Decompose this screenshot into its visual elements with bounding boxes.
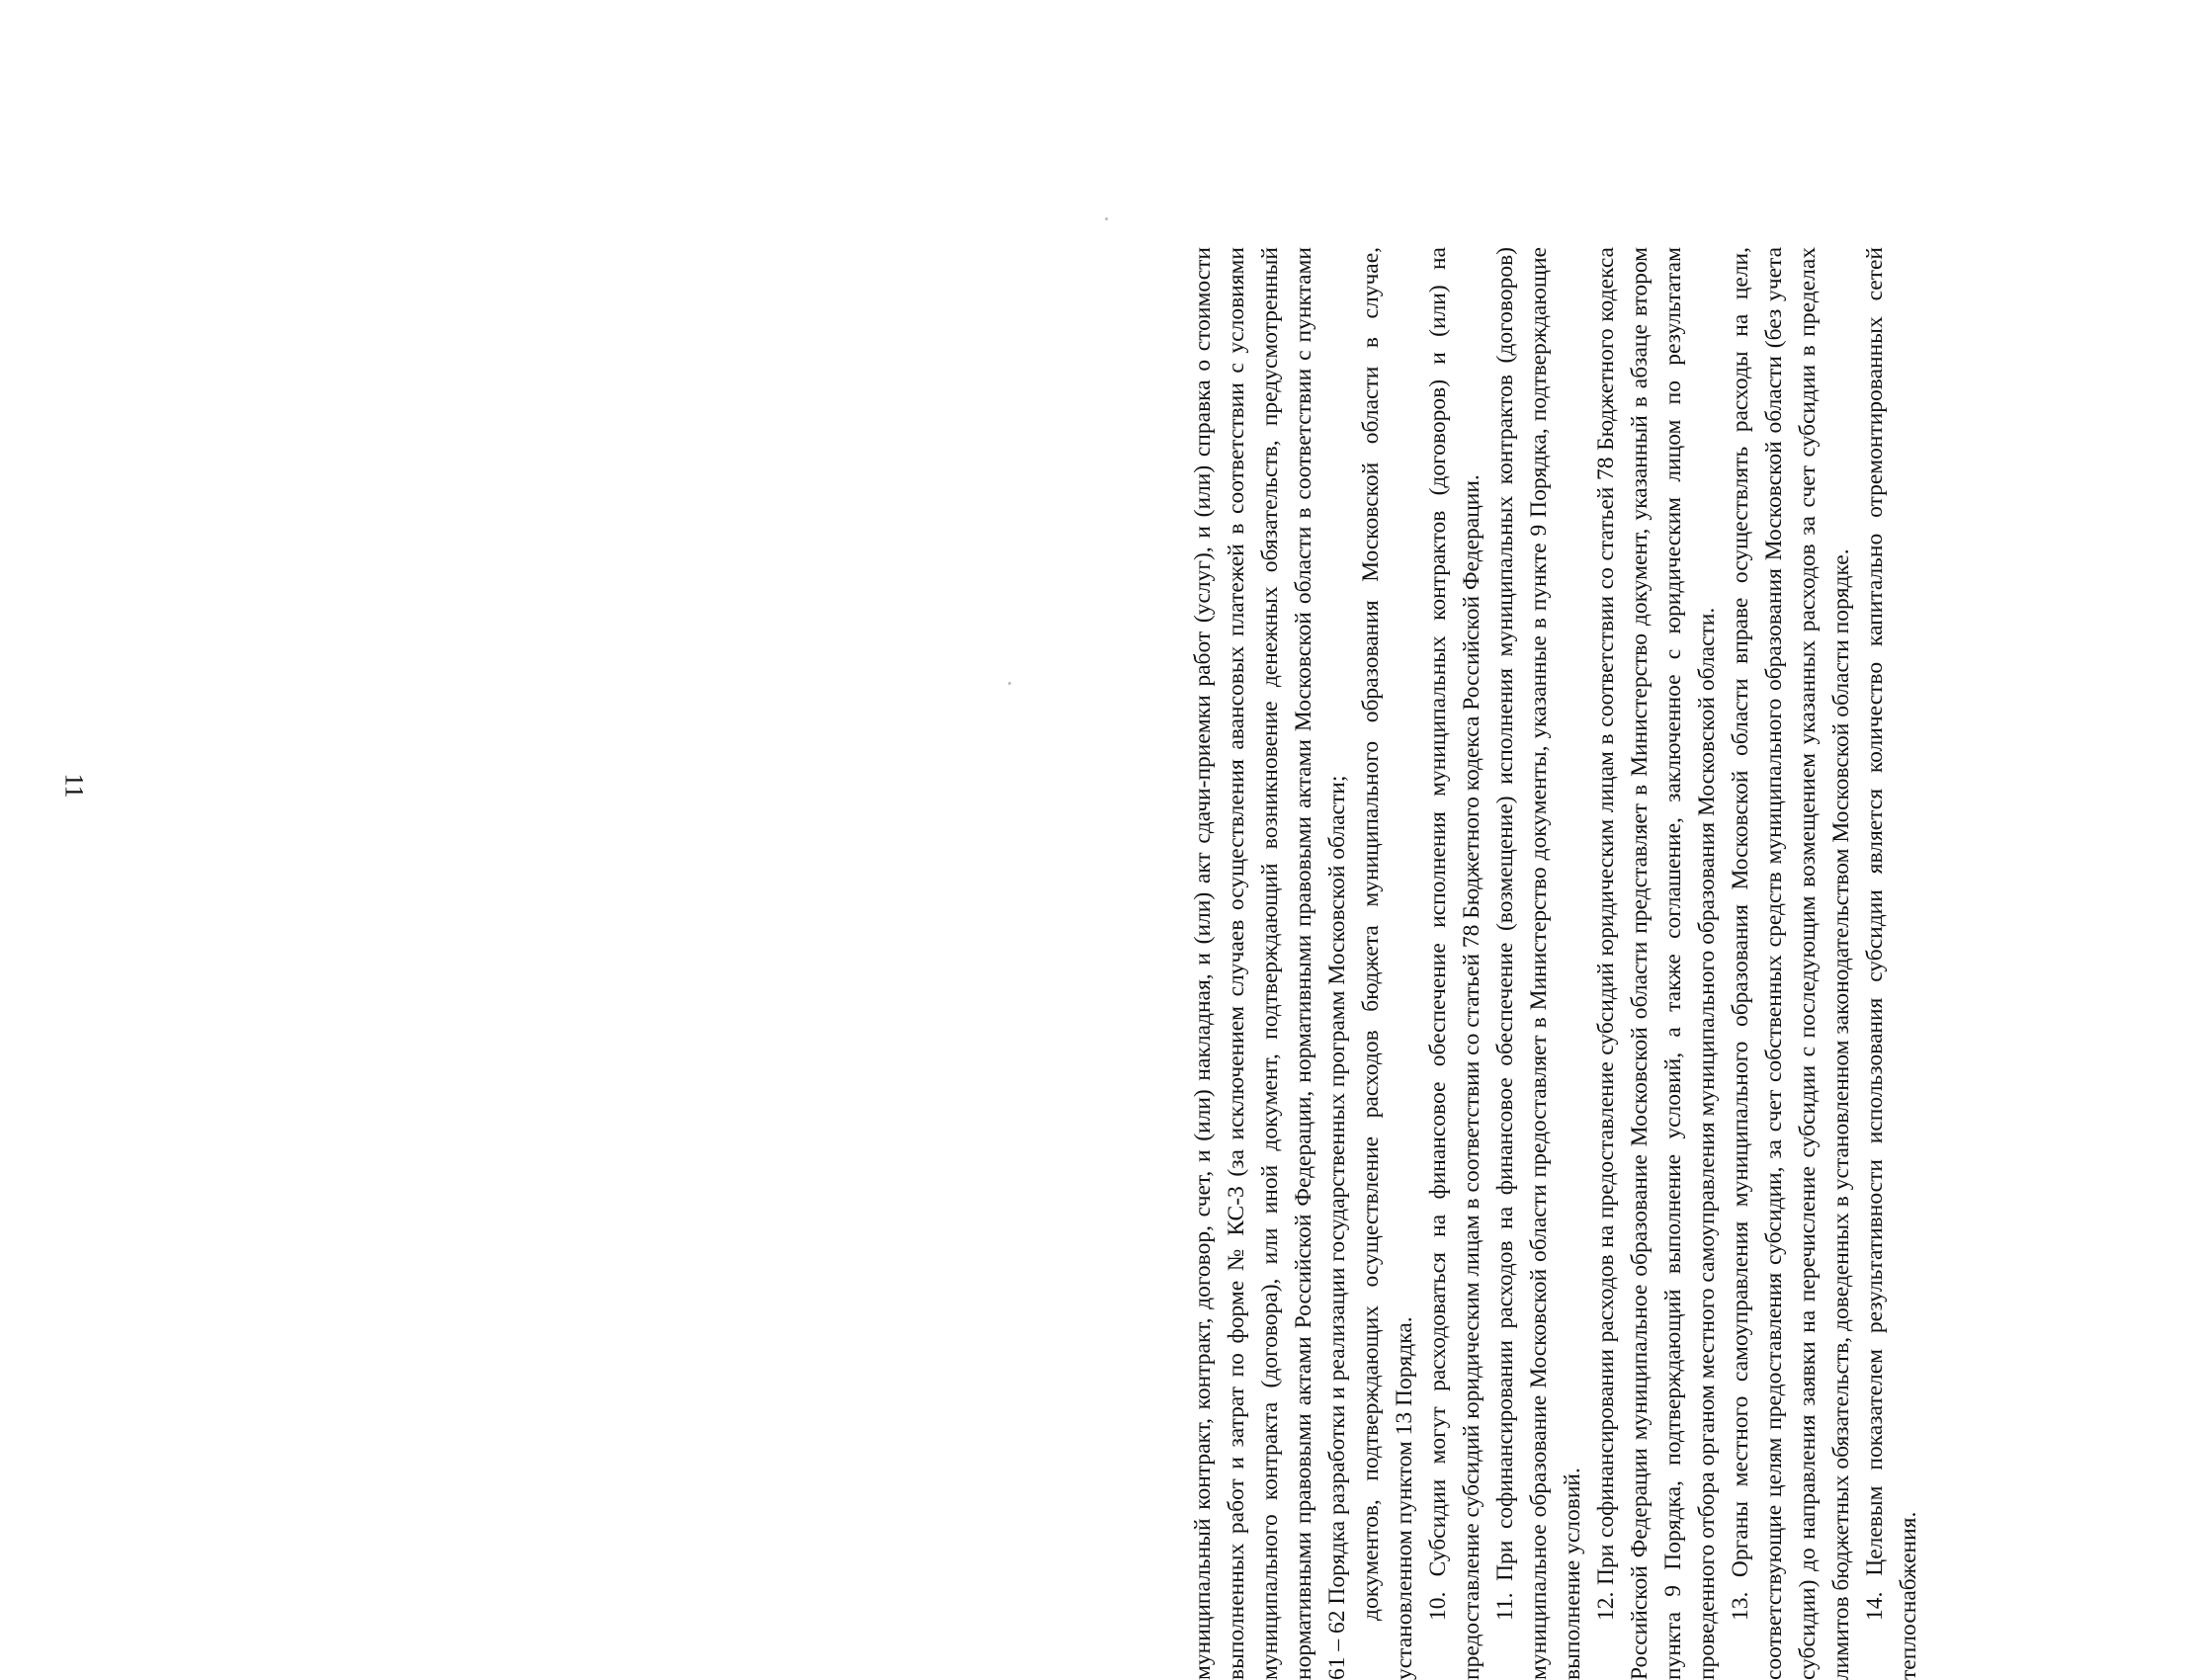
paragraph-13: 13. Органы местного самоуправления муниципального образования Московской области вправе осуществлять расходы на цели, соответствующие целям предоставления субсидии, за счет собственных средств муниципального образования Московской области (без учета субсидии) до направления заявки на перечисление субсидии с последующим возмещением указанных расходов за счет субсидии в пределах лимитов бюджетных обязательств, доведенных в установленном законодательством Московской области порядке. xyxy=(1728,247,1854,1680)
page-number: 11 xyxy=(59,773,89,798)
paragraph-14: 14. Целевым показателем результативности использования субсидии является количество капитально отремонтированных сетей теплоснабжения. xyxy=(1862,247,1921,1680)
document-body xyxy=(1186,247,2204,1680)
paragraph-continuation: муниципальный контракт, контракт, договор, счет, и (или) накладная, и (или) акт сдачи-приемки работ (услуг), и (или) справка о стоимости выполненных работ и затрат по форме № КС-3 (за исключением случаев осуществления авансовых платежей в соответствии с условиями муниципального контракта (договора), или иной документ, подтверждающий возникновение денежных обязательств, предусмотренный нормативными правовыми актами Российской Федерации, нормативными правовыми актами Московской области в соответствии с пунктами 61 – 62 Порядка разработки и реализации государственных программ Московской области; xyxy=(1190,247,1350,1680)
paragraph-12: 12. При софинансировании расходов на предоставление субсидий юридическим лицам в соответствии со статьей 78 Бюджетного кодекса Российской Федерации муниципальное образование Московской области представляет в Министерство документ, указанный в абзаце втором пункта 9 Порядка, подтверждающий выполнение условий, а также соглашение, заключенное с юридическим лицом по результатам проведенного отбора органом местного самоуправления муниципального образования Московской области. xyxy=(1593,247,1720,1680)
paragraph-10: 10. Субсидии могут расходоваться на финансовое обеспечение исполнения муниципальных контрактов (договоров) и (или) на предоставление субсидий юридическим лицам в соответствии со статьей 78 Бюджетного кодекса Российской Федерации. xyxy=(1425,247,1484,1680)
scan-speck xyxy=(1105,217,1108,220)
paragraph-documents: документов, подтверждающих осуществление расходов бюджета муниципального образования Московской области в случае, установленном пунктом 13 Порядка. xyxy=(1358,247,1417,1680)
paragraph-11: 11. При софинансировании расходов на финансовое обеспечение (возмещение) исполнения муниципальных контрактов (договоров) муниципальное образование Московской области предоставляет в Министерство документы, указанные в пункте 9 Порядка, подтверждающие выполнение условий. xyxy=(1492,247,1585,1680)
scan-speck xyxy=(1008,682,1011,685)
